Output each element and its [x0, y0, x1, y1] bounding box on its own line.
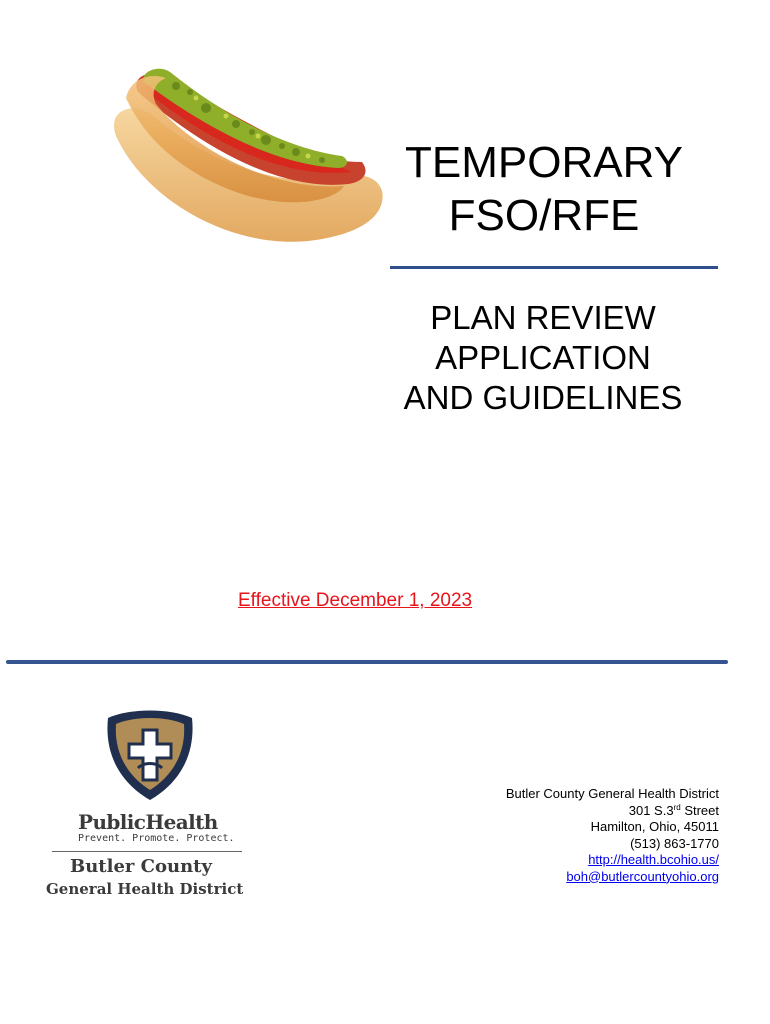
- hot-dog-image: [86, 52, 392, 264]
- page-divider: [6, 660, 728, 664]
- email-link[interactable]: boh@butlercountyohio.org: [566, 868, 719, 884]
- logo-county: Butler County: [70, 856, 212, 877]
- contact-phone: (513) 863-1770: [630, 835, 719, 851]
- contact-street-suffix: rd: [673, 802, 681, 812]
- contact-street-number: 301 S.3: [628, 802, 674, 818]
- shield-cross-icon: [100, 706, 200, 802]
- logo-brand: PublicHealth: [78, 810, 218, 834]
- logo-tagline: Prevent. Promote. Protect.: [78, 833, 235, 844]
- logo-divider: [52, 851, 242, 852]
- effective-date: Effective December 1, 2023: [238, 590, 473, 611]
- logo-district: General Health District: [46, 880, 244, 898]
- subtitle-line-3: AND GUIDELINES: [403, 379, 683, 416]
- subtitle-line-1: PLAN REVIEW: [430, 299, 656, 336]
- contact-block: [399, 786, 719, 885]
- contact-organization: Butler County General Health District: [505, 786, 719, 801]
- organization-logo: [40, 706, 260, 902]
- title-line-1: TEMPORARY: [405, 138, 683, 187]
- document-title: [392, 136, 696, 242]
- subtitle-line-2: APPLICATION: [435, 339, 651, 376]
- title-line-2: FSO/RFE: [448, 191, 640, 240]
- contact-street: [399, 803, 719, 820]
- contact-city: Hamilton, Ohio, 45011: [590, 819, 719, 834]
- contact-street-name: Street: [680, 802, 719, 818]
- title-divider: [390, 266, 718, 269]
- website-link[interactable]: http://health.bcohio.us/: [588, 852, 719, 867]
- document-subtitle: [380, 298, 706, 418]
